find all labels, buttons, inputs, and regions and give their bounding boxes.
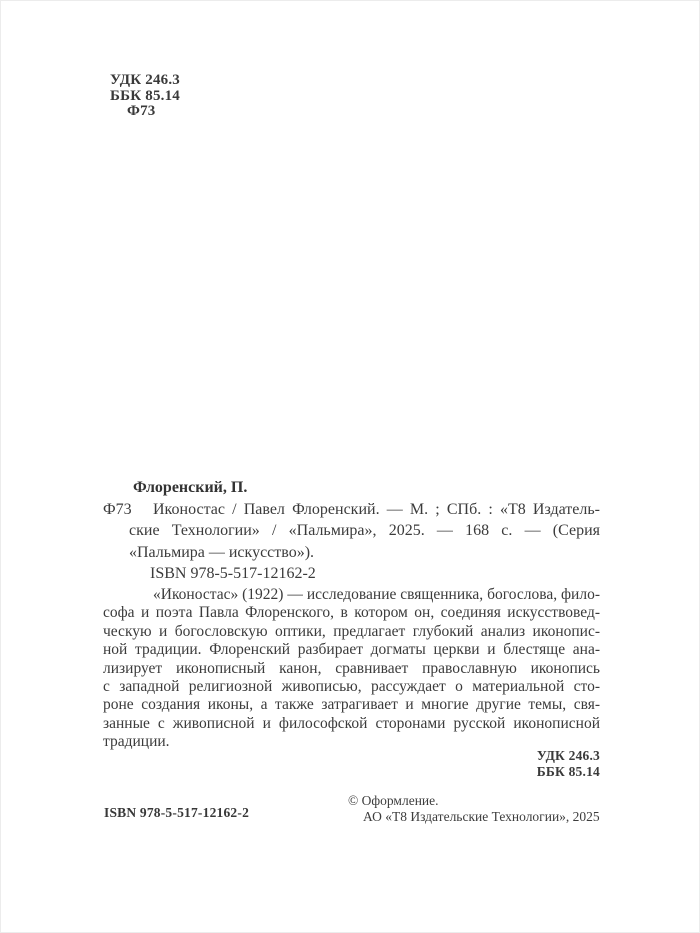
bottom-classification-codes <box>103 748 600 779</box>
bbk-code: ББК 85.14 <box>110 87 181 104</box>
catalog-line: «Пальмира — искусство»). <box>129 543 315 561</box>
catalog-entry-first-line <box>103 499 600 521</box>
catalog-isbn: ISBN 978-5-517-12162-2 <box>150 565 316 582</box>
annotation-paragraph <box>103 586 600 752</box>
udk-code: УДК 246.3 <box>110 72 180 88</box>
bbk-code-bottom: ББК 85.14 <box>536 763 600 779</box>
copyright-publisher-line: АО «Т8 Издательские Технологии», 2025 <box>363 808 600 824</box>
annotation-line: ческую и богословскую оптики, предлагает глубокий анализ иконопис- <box>103 622 600 640</box>
annotation-line: традиции. <box>103 733 170 751</box>
catalog-line: ские Технологии» / «Пальмира», 2025. — 168 с. — (Серия <box>129 522 600 539</box>
catalog-entry-label: Ф73 <box>103 500 132 518</box>
annotation-line: ной традиции. Флоренский разбирает догматы церкви и блестяще ана- <box>103 641 600 659</box>
copyright-design-line: © Оформление. <box>348 793 439 808</box>
author-sign-code: Ф73 <box>127 103 156 119</box>
catalog-card-block <box>103 477 600 585</box>
catalog-entry-text: Иконостас / Павел Флоренский. — М. ; СПб. : «Т8 Издатель- <box>153 500 600 518</box>
annotation-line: лизирует иконописный канон, сравнивает православную иконопись <box>103 659 600 677</box>
annotation-line: «Иконостас» (1922) — исследование священника, богослова, фило- <box>153 586 600 603</box>
footer-copyright-block <box>348 793 600 824</box>
top-classification-codes <box>110 73 180 120</box>
annotation-line: роне создания иконы, а также затрагивает и многие другие темы, свя- <box>103 696 600 714</box>
footer-isbn: ISBN 978-5-517-12162-2 <box>104 805 250 820</box>
udk-code-bottom: УДК 246.3 <box>536 748 600 763</box>
annotation-line: софа и поэта Павла Флоренского, в котором он, соединяя искусствовед- <box>103 604 600 622</box>
catalog-entry-continuation <box>103 520 600 563</box>
catalog-author: Флоренский, П. <box>133 479 248 496</box>
annotation-line: занные с живописной и философской сторонами русской иконописной <box>103 714 600 732</box>
annotation-line: с западной религиозной живописью, рассуждает о материальной сто- <box>103 678 600 696</box>
